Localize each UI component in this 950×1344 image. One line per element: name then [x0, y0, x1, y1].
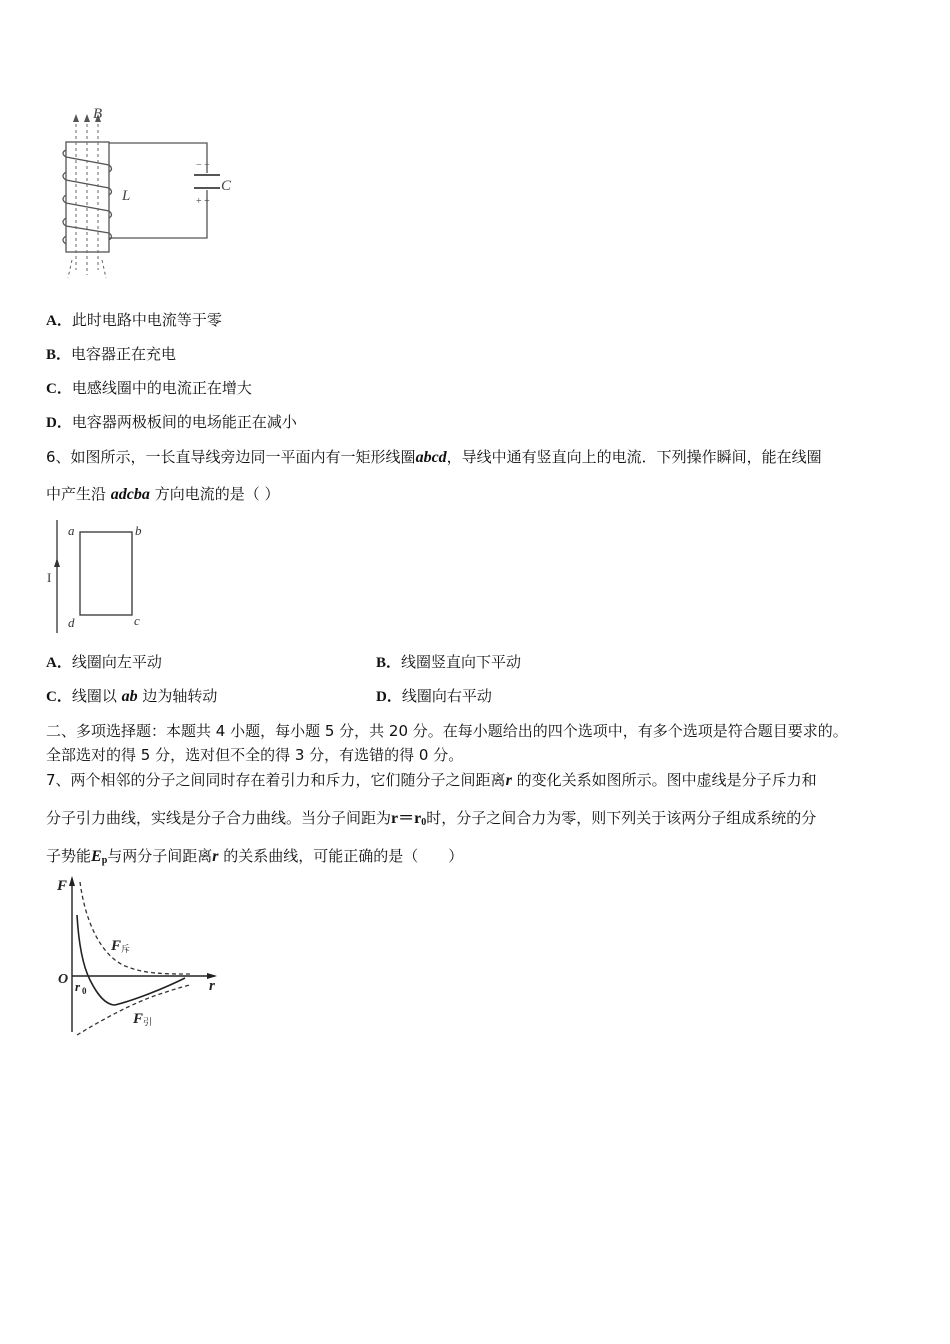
q5-option-a: [46, 310, 222, 331]
q5-option-c: [46, 378, 252, 399]
option-text: 线圈以: [71, 687, 117, 705]
origin-label: O: [58, 972, 69, 987]
distance-variable: r: [212, 848, 219, 865]
stem-text: 的变化关系如图所示。图中虚线是分子斥力和: [516, 771, 817, 789]
wire-coil-figure: [40, 515, 160, 635]
attraction-subscript: 引: [143, 1017, 153, 1027]
equilibrium-equation: r＝r: [391, 810, 422, 827]
vertex-b-label: b: [135, 523, 142, 538]
q6-option-c: [46, 686, 217, 707]
q5-option-d: [46, 412, 297, 433]
molecular-force-graph: [45, 870, 230, 1045]
option-text: 此时电路中电流等于零: [71, 311, 222, 329]
question-number: 7、: [46, 771, 71, 789]
y-axis-arrow-icon: [69, 876, 75, 886]
stem-text: 的关系曲线，可能正确的是（ ）: [223, 847, 464, 865]
q6-option-a: [46, 652, 162, 673]
repulsion-label: F: [111, 938, 122, 954]
section2-instructions-line2: 全部选对的得 5 分，选对但不全的得 3 分，有选错的得 0 分。: [46, 746, 464, 764]
lc-circuit-figure: [40, 100, 260, 290]
q7-stem-line1: [46, 770, 817, 791]
wire-coil-diagram: [40, 515, 160, 635]
q7-stem-line3: [46, 846, 463, 871]
option-text: 电容器正在充电: [71, 345, 177, 363]
option-text: 线圈竖直向下平动: [401, 653, 522, 671]
current-direction-variable: adcba: [110, 486, 150, 503]
potential-energy-variable: E: [91, 848, 102, 865]
option-text: 线圈向左平动: [71, 653, 162, 671]
r0-subscript: 0: [82, 986, 87, 996]
option-text: 边为轴转动: [142, 687, 218, 705]
option-text: 电容器两极板间的电场能正在减小: [71, 413, 297, 431]
stem-text: 中产生沿: [46, 485, 107, 503]
coil-variable: abcd: [415, 449, 447, 466]
stem-text: 时，分子之间合力为零，则下列关于该两分子组成系统的分: [426, 809, 817, 827]
distance-variable: r: [505, 772, 512, 789]
q6-stem-line1: [46, 447, 822, 468]
option-letter: C．: [46, 689, 72, 705]
q6-option-b: [376, 652, 521, 673]
potential-energy-subscript: p: [101, 855, 108, 866]
y-axis-label: F: [57, 878, 68, 894]
stem-text: 子势能: [46, 847, 92, 865]
stem-text: 分子引力曲线，实线是分子合力曲线。当分子间距为: [46, 809, 392, 827]
option-text: 电感线圈中的电流正在增大: [71, 379, 252, 397]
current-arrow-icon: [54, 558, 60, 567]
magnetic-field-label: B: [93, 106, 103, 122]
edge-variable: ab: [121, 688, 138, 705]
option-letter: D．: [46, 415, 72, 431]
repulsion-subscript: 斥: [121, 944, 131, 954]
attraction-label: F: [133, 1011, 144, 1027]
stem-text: 两个相邻的分子之间同时存在着引力和斥力，它们随分子之间距离: [70, 771, 506, 789]
option-letter: B．: [46, 347, 72, 363]
capacitor-label: C: [221, 178, 232, 194]
option-letter: B．: [376, 655, 402, 671]
option-letter: C．: [46, 381, 72, 397]
equilibrium-subscript: 0: [421, 817, 427, 828]
repulsion-curve: [80, 882, 190, 974]
option-letter: A．: [46, 313, 72, 329]
lc-circuit-diagram: [40, 100, 260, 290]
option-letter: D．: [376, 689, 402, 705]
stem-text: 方向电流的是（ ）: [154, 485, 280, 503]
q5-option-b: [46, 344, 176, 365]
option-text: 线圈向右平动: [401, 687, 492, 705]
r0-label: r: [75, 979, 81, 994]
vertex-a-label: a: [68, 523, 75, 538]
stem-text: ，导线中通有竖直向上的电流．下列操作瞬间，能在线圈: [446, 448, 822, 466]
question-number: 6、: [46, 448, 71, 466]
vertex-c-label: c: [134, 613, 140, 628]
current-label: I: [47, 570, 52, 585]
vertex-d-label: d: [68, 615, 75, 630]
inductor-label: L: [122, 188, 131, 204]
molecular-force-figure: [45, 870, 230, 1045]
q6-stem-line2: [46, 484, 279, 505]
option-letter: A．: [46, 655, 72, 671]
capacitor-negative-sign: − −: [196, 160, 210, 171]
rectangular-coil: [80, 532, 132, 615]
section2-instructions-line1: 二、多项选择题：本题共 4 小题，每小题 5 分，共 20 分。在每小题给出的四个选项中，有多个选项是符合题目要求的。: [46, 722, 848, 740]
capacitor-positive-sign: + +: [196, 196, 210, 207]
attraction-curve: [77, 985, 190, 1035]
q6-option-d: [376, 686, 492, 707]
stem-text: 与两分子间距离: [107, 847, 213, 865]
q7-stem-line2: [46, 808, 816, 833]
x-axis-label: r: [209, 978, 215, 994]
stem-text: 如图所示，一长直导线旁边同一平面内有一矩形线圈: [70, 448, 416, 466]
